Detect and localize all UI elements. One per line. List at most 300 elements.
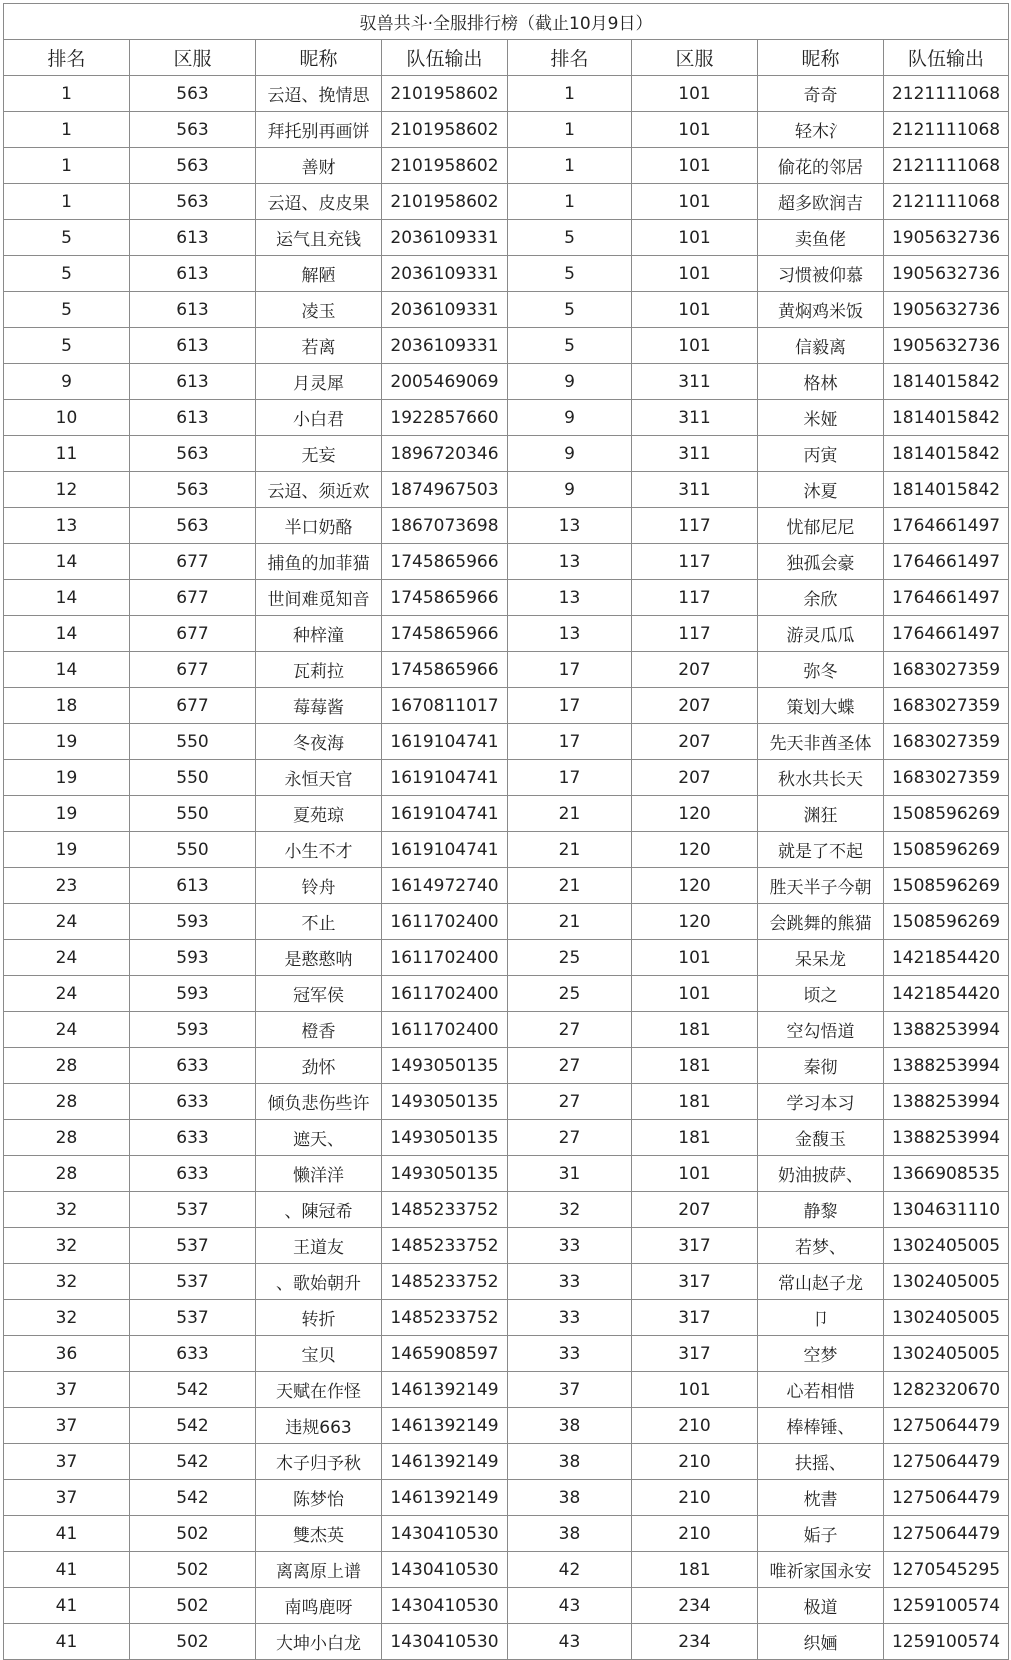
table-row	[4, 1372, 1009, 1408]
table-row	[4, 184, 1009, 220]
team-output-cell: 1874967503	[382, 472, 508, 508]
table-row	[4, 328, 1009, 364]
table-row	[4, 1624, 1009, 1660]
server-cell: 317	[632, 1300, 758, 1336]
rank-cell: 33	[508, 1336, 632, 1372]
team-output-cell: 1745865966	[382, 616, 508, 652]
nickname-cell: 违规663	[256, 1408, 382, 1444]
table-body	[4, 76, 1009, 1660]
rank-cell: 5	[4, 292, 130, 328]
nickname-cell: 卖鱼佬	[758, 220, 884, 256]
nickname-cell: 极道	[758, 1588, 884, 1624]
server-cell: 210	[632, 1408, 758, 1444]
table-row	[4, 256, 1009, 292]
rank-cell: 9	[508, 364, 632, 400]
header-server: 区服	[130, 40, 256, 76]
server-cell: 550	[130, 796, 256, 832]
rank-cell: 10	[4, 400, 130, 436]
team-output-cell: 2121111068	[884, 148, 1009, 184]
nickname-cell: 棒棒锤、	[758, 1408, 884, 1444]
server-cell: 613	[130, 328, 256, 364]
rank-cell: 14	[4, 652, 130, 688]
server-cell: 101	[632, 112, 758, 148]
team-output-cell: 1814015842	[884, 472, 1009, 508]
team-output-cell: 1867073698	[382, 508, 508, 544]
nickname-cell: 瓦莉拉	[256, 652, 382, 688]
nickname-cell: 雙杰英	[256, 1516, 382, 1552]
rank-cell: 1	[508, 148, 632, 184]
server-cell: 101	[632, 76, 758, 112]
rank-cell: 32	[4, 1264, 130, 1300]
nickname-cell: 黄焖鸡米饭	[758, 292, 884, 328]
nickname-cell: 离离原上谱	[256, 1552, 382, 1588]
table-row	[4, 976, 1009, 1012]
rank-cell: 32	[4, 1228, 130, 1264]
nickname-cell: 解陋	[256, 256, 382, 292]
nickname-cell: 格林	[758, 364, 884, 400]
table-row	[4, 1192, 1009, 1228]
rank-cell: 41	[4, 1588, 130, 1624]
table-row	[4, 1408, 1009, 1444]
rank-cell: 1	[4, 184, 130, 220]
rank-cell: 27	[508, 1012, 632, 1048]
rank-cell: 37	[4, 1372, 130, 1408]
rank-cell: 1	[508, 112, 632, 148]
nickname-cell: 半口奶酪	[256, 508, 382, 544]
table-row	[4, 652, 1009, 688]
server-cell: 311	[632, 400, 758, 436]
table-title: 驭兽共斗·全服排行榜（截止10月9日）	[4, 4, 1009, 40]
server-cell: 311	[632, 472, 758, 508]
nickname-cell: 策划大蝶	[758, 688, 884, 724]
nickname-cell: 超多欧润吉	[758, 184, 884, 220]
server-cell: 101	[632, 1156, 758, 1192]
team-output-cell: 2121111068	[884, 76, 1009, 112]
rank-cell: 25	[508, 940, 632, 976]
table-row	[4, 940, 1009, 976]
header-nickname: 昵称	[256, 40, 382, 76]
table-row	[4, 220, 1009, 256]
server-cell: 207	[632, 688, 758, 724]
nickname-cell: 渊狂	[758, 796, 884, 832]
server-cell: 311	[632, 436, 758, 472]
rank-cell: 19	[4, 796, 130, 832]
header-team-output: 队伍输出	[382, 40, 508, 76]
nickname-cell: 大坤小白龙	[256, 1624, 382, 1660]
rank-cell: 19	[4, 832, 130, 868]
server-cell: 101	[632, 328, 758, 364]
server-cell: 210	[632, 1516, 758, 1552]
nickname-cell: 奶油披萨、	[758, 1156, 884, 1192]
nickname-cell: 秦彻	[758, 1048, 884, 1084]
nickname-cell: 木子归予秋	[256, 1444, 382, 1480]
nickname-cell: 若梦、	[758, 1228, 884, 1264]
nickname-cell: 胜天半子今朝	[758, 868, 884, 904]
rank-cell: 14	[4, 580, 130, 616]
server-cell: 234	[632, 1588, 758, 1624]
nickname-cell: 秋水共长天	[758, 760, 884, 796]
team-output-cell: 1896720346	[382, 436, 508, 472]
rank-cell: 17	[508, 724, 632, 760]
server-cell: 101	[632, 220, 758, 256]
header-rank: 排名	[4, 40, 130, 76]
team-output-cell: 2036109331	[382, 220, 508, 256]
rank-cell: 12	[4, 472, 130, 508]
nickname-cell: 沐夏	[758, 472, 884, 508]
team-output-cell: 1922857660	[382, 400, 508, 436]
table-row	[4, 472, 1009, 508]
server-cell: 210	[632, 1444, 758, 1480]
team-output-cell: 1304631110	[884, 1192, 1009, 1228]
server-cell: 120	[632, 868, 758, 904]
team-output-cell: 1814015842	[884, 436, 1009, 472]
team-output-cell: 1905632736	[884, 256, 1009, 292]
nickname-cell: 空勾悟道	[758, 1012, 884, 1048]
rank-cell: 1	[4, 112, 130, 148]
header-team-output: 队伍输出	[884, 40, 1009, 76]
nickname-cell: 莓莓酱	[256, 688, 382, 724]
team-output-cell: 1614972740	[382, 868, 508, 904]
table-row	[4, 832, 1009, 868]
server-cell: 101	[632, 148, 758, 184]
server-cell: 120	[632, 832, 758, 868]
rank-cell: 25	[508, 976, 632, 1012]
team-output-cell: 2036109331	[382, 256, 508, 292]
rank-cell: 24	[4, 904, 130, 940]
table-row	[4, 688, 1009, 724]
team-output-cell: 1683027359	[884, 688, 1009, 724]
nickname-cell: 小生不才	[256, 832, 382, 868]
table-row	[4, 1156, 1009, 1192]
nickname-cell: 云迢、皮皮果	[256, 184, 382, 220]
table-row	[4, 112, 1009, 148]
team-output-cell: 1430410530	[382, 1624, 508, 1660]
nickname-cell: 是憨憨呐	[256, 940, 382, 976]
team-output-cell: 1302405005	[884, 1336, 1009, 1372]
rank-cell: 1	[508, 184, 632, 220]
team-output-cell: 1461392149	[382, 1372, 508, 1408]
nickname-cell: 常山赵子龙	[758, 1264, 884, 1300]
header-row	[4, 40, 1009, 76]
team-output-cell: 1493050135	[382, 1084, 508, 1120]
team-output-cell: 1493050135	[382, 1156, 508, 1192]
team-output-cell: 1259100574	[884, 1588, 1009, 1624]
team-output-cell: 2101958602	[382, 76, 508, 112]
rank-cell: 13	[508, 616, 632, 652]
rank-cell: 19	[4, 760, 130, 796]
nickname-cell: 懒洋洋	[256, 1156, 382, 1192]
rank-cell: 42	[508, 1552, 632, 1588]
team-output-cell: 1461392149	[382, 1444, 508, 1480]
nickname-cell: 宝贝	[256, 1336, 382, 1372]
server-cell: 101	[632, 256, 758, 292]
server-cell: 550	[130, 760, 256, 796]
team-output-cell: 1764661497	[884, 616, 1009, 652]
server-cell: 563	[130, 508, 256, 544]
team-output-cell: 1745865966	[382, 580, 508, 616]
server-cell: 593	[130, 976, 256, 1012]
rank-cell: 27	[508, 1048, 632, 1084]
rank-cell: 43	[508, 1588, 632, 1624]
server-cell: 613	[130, 400, 256, 436]
nickname-cell: 转折	[256, 1300, 382, 1336]
team-output-cell: 1388253994	[884, 1120, 1009, 1156]
team-output-cell: 1275064479	[884, 1408, 1009, 1444]
nickname-cell: 橙香	[256, 1012, 382, 1048]
rank-cell: 18	[4, 688, 130, 724]
rank-cell: 33	[508, 1300, 632, 1336]
nickname-cell: 呆呆龙	[758, 940, 884, 976]
table-row	[4, 1444, 1009, 1480]
rank-cell: 5	[508, 292, 632, 328]
table-row	[4, 292, 1009, 328]
rank-cell: 27	[508, 1084, 632, 1120]
server-cell: 677	[130, 652, 256, 688]
server-cell: 101	[632, 976, 758, 1012]
team-output-cell: 1493050135	[382, 1120, 508, 1156]
rank-cell: 11	[4, 436, 130, 472]
rank-cell: 32	[508, 1192, 632, 1228]
team-output-cell: 1745865966	[382, 544, 508, 580]
nickname-cell: 奇奇	[758, 76, 884, 112]
team-output-cell: 1275064479	[884, 1480, 1009, 1516]
server-cell: 537	[130, 1192, 256, 1228]
nickname-cell: 习惯被仰慕	[758, 256, 884, 292]
server-cell: 502	[130, 1516, 256, 1552]
team-output-cell: 1493050135	[382, 1048, 508, 1084]
team-output-cell: 1611702400	[382, 940, 508, 976]
nickname-cell: 天赋在作怪	[256, 1372, 382, 1408]
server-cell: 613	[130, 220, 256, 256]
team-output-cell: 1619104741	[382, 760, 508, 796]
nickname-cell: 不止	[256, 904, 382, 940]
nickname-cell: 空梦	[758, 1336, 884, 1372]
server-cell: 117	[632, 616, 758, 652]
team-output-cell: 1302405005	[884, 1264, 1009, 1300]
nickname-cell: 无妄	[256, 436, 382, 472]
server-cell: 542	[130, 1480, 256, 1516]
nickname-cell: 弥冬	[758, 652, 884, 688]
team-output-cell: 1764661497	[884, 580, 1009, 616]
team-output-cell: 1683027359	[884, 724, 1009, 760]
rank-cell: 38	[508, 1516, 632, 1552]
rank-cell: 1	[4, 76, 130, 112]
table-row	[4, 904, 1009, 940]
server-cell: 677	[130, 544, 256, 580]
rank-cell: 5	[4, 328, 130, 364]
nickname-cell: 游灵瓜瓜	[758, 616, 884, 652]
nickname-cell: 枕書	[758, 1480, 884, 1516]
nickname-cell: 铃舟	[256, 868, 382, 904]
team-output-cell: 1302405005	[884, 1300, 1009, 1336]
rank-cell: 41	[4, 1552, 130, 1588]
server-cell: 120	[632, 796, 758, 832]
rank-cell: 38	[508, 1480, 632, 1516]
table-row	[4, 1120, 1009, 1156]
team-output-cell: 1619104741	[382, 832, 508, 868]
server-cell: 207	[632, 724, 758, 760]
rank-cell: 1	[508, 76, 632, 112]
nickname-cell: 夏苑琼	[256, 796, 382, 832]
server-cell: 117	[632, 544, 758, 580]
team-output-cell: 1611702400	[382, 904, 508, 940]
rank-cell: 5	[4, 220, 130, 256]
rank-cell: 19	[4, 724, 130, 760]
team-output-cell: 1465908597	[382, 1336, 508, 1372]
nickname-cell: 心若相惜	[758, 1372, 884, 1408]
table-row	[4, 1516, 1009, 1552]
server-cell: 550	[130, 724, 256, 760]
rank-cell: 37	[508, 1372, 632, 1408]
rank-cell: 17	[508, 652, 632, 688]
rank-cell: 28	[4, 1120, 130, 1156]
team-output-cell: 2101958602	[382, 112, 508, 148]
team-output-cell: 2101958602	[382, 184, 508, 220]
nickname-cell: 静黎	[758, 1192, 884, 1228]
team-output-cell: 1508596269	[884, 868, 1009, 904]
team-output-cell: 1619104741	[382, 724, 508, 760]
rank-cell: 33	[508, 1264, 632, 1300]
server-cell: 502	[130, 1552, 256, 1588]
nickname-cell: 信毅离	[758, 328, 884, 364]
table-row	[4, 1012, 1009, 1048]
rank-cell: 13	[508, 508, 632, 544]
rank-cell: 37	[4, 1480, 130, 1516]
team-output-cell: 1905632736	[884, 220, 1009, 256]
server-cell: 210	[632, 1480, 758, 1516]
table-row	[4, 1048, 1009, 1084]
rank-cell: 5	[508, 256, 632, 292]
nickname-cell: 世间难觅知音	[256, 580, 382, 616]
server-cell: 502	[130, 1588, 256, 1624]
team-output-cell: 1619104741	[382, 796, 508, 832]
server-cell: 317	[632, 1264, 758, 1300]
team-output-cell: 1670811017	[382, 688, 508, 724]
table-row	[4, 148, 1009, 184]
table-row	[4, 364, 1009, 400]
team-output-cell: 2121111068	[884, 184, 1009, 220]
nickname-cell: 遮天、	[256, 1120, 382, 1156]
nickname-cell: 永恒天官	[256, 760, 382, 796]
table-row	[4, 1336, 1009, 1372]
rank-cell: 24	[4, 940, 130, 976]
team-output-cell: 2005469069	[382, 364, 508, 400]
team-output-cell: 1366908535	[884, 1156, 1009, 1192]
server-cell: 613	[130, 292, 256, 328]
rank-cell: 27	[508, 1120, 632, 1156]
server-cell: 101	[632, 1372, 758, 1408]
nickname-cell: 小白君	[256, 400, 382, 436]
rank-cell: 32	[4, 1192, 130, 1228]
rank-cell: 28	[4, 1084, 130, 1120]
team-output-cell: 1275064479	[884, 1444, 1009, 1480]
nickname-cell: 余欣	[758, 580, 884, 616]
team-output-cell: 1683027359	[884, 760, 1009, 796]
team-output-cell: 1430410530	[382, 1588, 508, 1624]
rank-cell: 28	[4, 1156, 130, 1192]
team-output-cell: 1270545295	[884, 1552, 1009, 1588]
server-cell: 120	[632, 904, 758, 940]
team-output-cell: 1388253994	[884, 1012, 1009, 1048]
nickname-cell: 会跳舞的熊猫	[758, 904, 884, 940]
rank-cell: 38	[508, 1444, 632, 1480]
nickname-cell: 、陳冠希	[256, 1192, 382, 1228]
team-output-cell: 1485233752	[382, 1192, 508, 1228]
rank-cell: 5	[508, 328, 632, 364]
rank-cell: 13	[508, 544, 632, 580]
nickname-cell: 金馥玉	[758, 1120, 884, 1156]
team-output-cell: 1683027359	[884, 652, 1009, 688]
server-cell: 563	[130, 472, 256, 508]
nickname-cell: 姤子	[758, 1516, 884, 1552]
header-rank: 排名	[508, 40, 632, 76]
nickname-cell: 云迢、挽情思	[256, 76, 382, 112]
team-output-cell: 1421854420	[884, 976, 1009, 1012]
team-output-cell: 1430410530	[382, 1552, 508, 1588]
nickname-cell: 卩	[758, 1300, 884, 1336]
server-cell: 207	[632, 760, 758, 796]
nickname-cell: 唯祈家国永安	[758, 1552, 884, 1588]
nickname-cell: 冠军侯	[256, 976, 382, 1012]
nickname-cell: 顷之	[758, 976, 884, 1012]
server-cell: 633	[130, 1156, 256, 1192]
team-output-cell: 1611702400	[382, 1012, 508, 1048]
rank-cell: 13	[508, 580, 632, 616]
nickname-cell: 拜托别再画饼	[256, 112, 382, 148]
team-output-cell: 2121111068	[884, 112, 1009, 148]
server-cell: 677	[130, 580, 256, 616]
team-output-cell: 1421854420	[884, 940, 1009, 976]
nickname-cell: 丙寅	[758, 436, 884, 472]
nickname-cell: 米娅	[758, 400, 884, 436]
team-output-cell: 1764661497	[884, 544, 1009, 580]
team-output-cell: 1508596269	[884, 832, 1009, 868]
leaderboard-table	[3, 3, 1009, 1660]
rank-cell: 14	[4, 544, 130, 580]
server-cell: 542	[130, 1408, 256, 1444]
table-row	[4, 616, 1009, 652]
table-row	[4, 868, 1009, 904]
server-cell: 593	[130, 940, 256, 976]
rank-cell: 21	[508, 904, 632, 940]
rank-cell: 14	[4, 616, 130, 652]
nickname-cell: 偷花的邻居	[758, 148, 884, 184]
rank-cell: 24	[4, 1012, 130, 1048]
server-cell: 677	[130, 688, 256, 724]
server-cell: 677	[130, 616, 256, 652]
nickname-cell: 善财	[256, 148, 382, 184]
table-row	[4, 1300, 1009, 1336]
nickname-cell: 冬夜海	[256, 724, 382, 760]
server-cell: 181	[632, 1552, 758, 1588]
rank-cell: 41	[4, 1624, 130, 1660]
server-cell: 613	[130, 868, 256, 904]
rank-cell: 5	[4, 256, 130, 292]
server-cell: 502	[130, 1624, 256, 1660]
team-output-cell: 1388253994	[884, 1084, 1009, 1120]
rank-cell: 24	[4, 976, 130, 1012]
server-cell: 633	[130, 1048, 256, 1084]
nickname-cell: 先天非酋圣体	[758, 724, 884, 760]
rank-cell: 21	[508, 796, 632, 832]
team-output-cell: 1814015842	[884, 400, 1009, 436]
rank-cell: 9	[508, 472, 632, 508]
server-cell: 181	[632, 1120, 758, 1156]
nickname-cell: 月灵犀	[256, 364, 382, 400]
table-row	[4, 436, 1009, 472]
server-cell: 537	[130, 1300, 256, 1336]
server-cell: 317	[632, 1336, 758, 1372]
